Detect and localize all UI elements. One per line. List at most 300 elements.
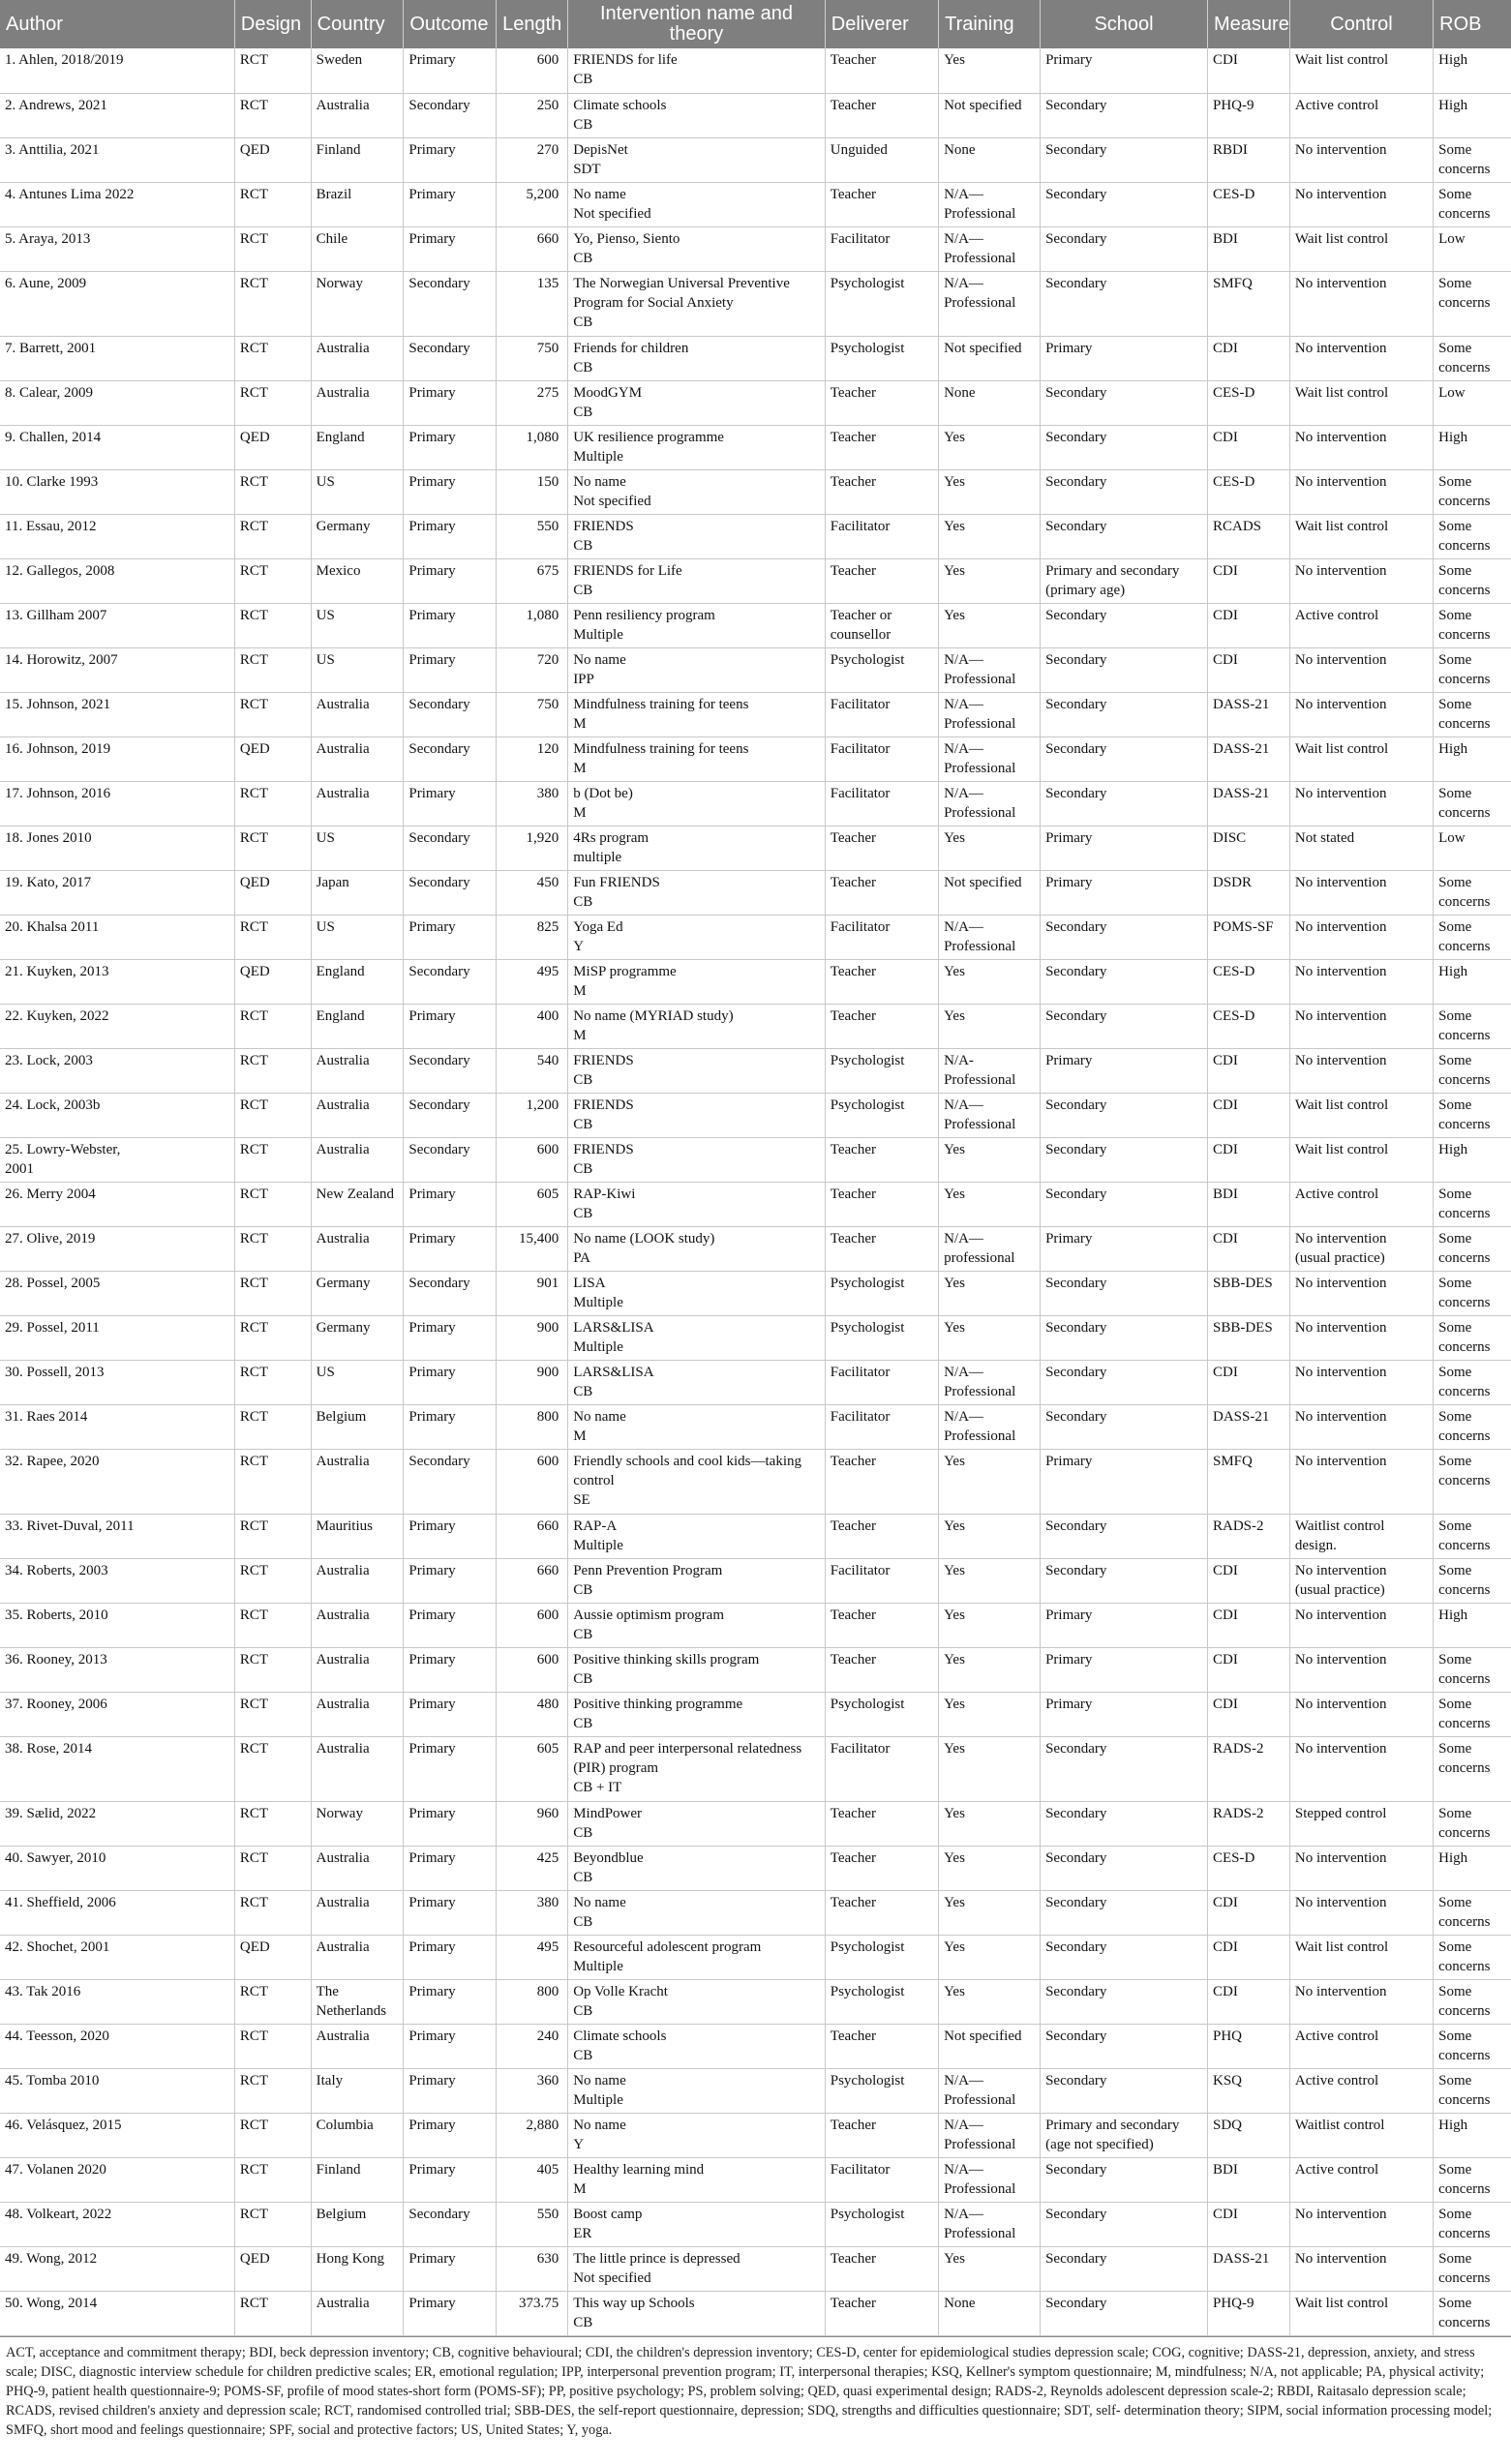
cell-training: None: [939, 137, 1041, 182]
cell-deliverer: Facilitator: [825, 2157, 938, 2202]
cell-training: Yes: [939, 1890, 1041, 1935]
table-row: [0, 959, 1511, 1004]
cell-control: No intervention: [1289, 1048, 1433, 1093]
cell-measure: CES-D: [1208, 182, 1290, 226]
cell-intervention: Climate schools CB: [568, 2024, 826, 2068]
cell-design: RCT: [234, 469, 311, 514]
cell-measure: CES-D: [1208, 1004, 1290, 1048]
cell-measure: CDI: [1208, 336, 1290, 380]
cell-country: Australia: [311, 1692, 404, 1736]
cell-control: No intervention: [1289, 1449, 1433, 1514]
table-row: [0, 736, 1511, 781]
cell-rob: Some concerns: [1434, 2024, 1511, 2068]
cell-control: No intervention: [1289, 1890, 1433, 1935]
cell-measure: RADS-2: [1208, 1736, 1290, 1801]
table-row: [0, 1048, 1511, 1093]
cell-author: 50. Wong, 2014: [0, 2291, 234, 2335]
cell-measure: DASS-21: [1208, 736, 1290, 781]
cell-rob: Some concerns: [1434, 870, 1511, 915]
cell-control: No intervention: [1289, 959, 1433, 1004]
cell-training: Not specified: [939, 93, 1041, 137]
cell-training: Yes: [939, 1137, 1041, 1182]
cell-rob: Some concerns: [1434, 781, 1511, 826]
cell-school: Secondary: [1041, 1890, 1208, 1935]
cell-author: 28. Possel, 2005: [0, 1271, 234, 1315]
cell-deliverer: Unguided: [825, 137, 938, 182]
cell-intervention: Beyondblue CB: [568, 1846, 826, 1890]
cell-length: 15,400: [497, 1226, 568, 1271]
cell-outcome: Primary: [404, 1558, 497, 1603]
cell-control: No intervention: [1289, 137, 1433, 182]
cell-country: Finland: [311, 137, 404, 182]
cell-design: RCT: [234, 2157, 311, 2202]
cell-author: 43. Tak 2016: [0, 1979, 234, 2024]
cell-country: Australia: [311, 1137, 404, 1182]
cell-control: Stepped control: [1289, 1801, 1433, 1846]
cell-design: RCT: [234, 647, 311, 692]
cell-deliverer: Teacher: [825, 1801, 938, 1846]
cell-school: Secondary: [1041, 2202, 1208, 2246]
cell-deliverer: Teacher: [825, 1137, 938, 1182]
cell-country: New Zealand: [311, 1182, 404, 1226]
cell-length: 275: [497, 380, 568, 425]
cell-deliverer: Psychologist: [825, 2202, 938, 2246]
cell-rob: Some concerns: [1434, 1360, 1511, 1404]
cell-length: 901: [497, 1271, 568, 1315]
cell-intervention: FRIENDS CB: [568, 1093, 826, 1137]
cell-intervention: The little prince is depressed Not specified: [568, 2246, 826, 2291]
cell-design: RCT: [234, 1093, 311, 1137]
cell-intervention: RAP and peer interpersonal relatedness (PIR) program CB + IT: [568, 1736, 826, 1801]
cell-school: Secondary: [1041, 1137, 1208, 1182]
cell-measure: KSQ: [1208, 2068, 1290, 2113]
column-header-training: Training: [939, 0, 1041, 48]
cell-outcome: Primary: [404, 425, 497, 469]
cell-rob: Some concerns: [1434, 1558, 1511, 1603]
cell-training: N/A— Professional: [939, 781, 1041, 826]
cell-intervention: LISA Multiple: [568, 1271, 826, 1315]
cell-intervention: Friendly schools and cool kids—taking control SE: [568, 1449, 826, 1514]
cell-length: 150: [497, 469, 568, 514]
cell-intervention: UK resilience programme Multiple: [568, 425, 826, 469]
table-row: [0, 2246, 1511, 2291]
column-header-design: Design: [234, 0, 311, 48]
cell-design: RCT: [234, 1647, 311, 1692]
cell-intervention: No name Multiple: [568, 2068, 826, 2113]
table-row: [0, 2024, 1511, 2068]
cell-country: Australia: [311, 1603, 404, 1647]
cell-length: 825: [497, 915, 568, 959]
cell-country: US: [311, 915, 404, 959]
cell-control: No intervention: [1289, 1315, 1433, 1360]
cell-control: Wait list control: [1289, 48, 1433, 93]
cell-design: RCT: [234, 781, 311, 826]
cell-length: 5,200: [497, 182, 568, 226]
cell-design: RCT: [234, 2291, 311, 2335]
cell-measure: CDI: [1208, 1093, 1290, 1137]
cell-design: RCT: [234, 93, 311, 137]
cell-design: RCT: [234, 826, 311, 870]
cell-school: Secondary: [1041, 2291, 1208, 2335]
cell-outcome: Secondary: [404, 1093, 497, 1137]
cell-rob: High: [1434, 959, 1511, 1004]
cell-training: Yes: [939, 959, 1041, 1004]
table-row: [0, 647, 1511, 692]
cell-design: RCT: [234, 2113, 311, 2157]
cell-rob: Some concerns: [1434, 915, 1511, 959]
cell-deliverer: Psychologist: [825, 1692, 938, 1736]
cell-author: 8. Calear, 2009: [0, 380, 234, 425]
table-row: [0, 1514, 1511, 1558]
cell-country: US: [311, 1360, 404, 1404]
cell-author: 23. Lock, 2003: [0, 1048, 234, 1093]
cell-training: Yes: [939, 558, 1041, 603]
cell-outcome: Primary: [404, 2291, 497, 2335]
cell-outcome: Primary: [404, 1404, 497, 1449]
cell-control: Wait list control: [1289, 1137, 1433, 1182]
cell-deliverer: Facilitator: [825, 781, 938, 826]
cell-school: Primary: [1041, 336, 1208, 380]
table-row: [0, 336, 1511, 380]
cell-intervention: MindPower CB: [568, 1801, 826, 1846]
table-row: [0, 1846, 1511, 1890]
cell-intervention: Op Volle Kracht CB: [568, 1979, 826, 2024]
cell-outcome: Secondary: [404, 736, 497, 781]
cell-intervention: Aussie optimism program CB: [568, 1603, 826, 1647]
cell-school: Secondary: [1041, 1736, 1208, 1801]
cell-training: None: [939, 2291, 1041, 2335]
cell-training: N/A— Professional: [939, 1093, 1041, 1137]
cell-school: Secondary: [1041, 1801, 1208, 1846]
cell-intervention: Resourceful adolescent program Multiple: [568, 1935, 826, 1979]
cell-rob: High: [1434, 1137, 1511, 1182]
cell-design: QED: [234, 2246, 311, 2291]
table-row: [0, 2202, 1511, 2246]
cell-control: No intervention: [1289, 1603, 1433, 1647]
cell-intervention: FRIENDS CB: [568, 514, 826, 558]
cell-control: No intervention: [1289, 469, 1433, 514]
column-header-outcome: Outcome: [404, 0, 497, 48]
cell-control: No intervention: [1289, 182, 1433, 226]
cell-school: Secondary: [1041, 2068, 1208, 2113]
cell-outcome: Primary: [404, 1182, 497, 1226]
cell-design: RCT: [234, 603, 311, 647]
cell-training: N/A— Professional: [939, 2202, 1041, 2246]
cell-outcome: Primary: [404, 1890, 497, 1935]
cell-rob: Some concerns: [1434, 1315, 1511, 1360]
cell-country: Germany: [311, 1271, 404, 1315]
cell-rob: Low: [1434, 826, 1511, 870]
cell-control: No intervention: [1289, 870, 1433, 915]
table-row: [0, 2068, 1511, 2113]
cell-design: RCT: [234, 1890, 311, 1935]
table-row: [0, 1736, 1511, 1801]
cell-control: No intervention: [1289, 1404, 1433, 1449]
cell-deliverer: Psychologist: [825, 336, 938, 380]
cell-rob: Some concerns: [1434, 1890, 1511, 1935]
cell-deliverer: Teacher: [825, 48, 938, 93]
cell-rob: Some concerns: [1434, 647, 1511, 692]
cell-intervention: Mindfulness training for teens M: [568, 692, 826, 736]
cell-control: No intervention (usual practice): [1289, 1226, 1433, 1271]
cell-length: 2,880: [497, 2113, 568, 2157]
cell-training: Yes: [939, 1647, 1041, 1692]
cell-measure: SMFQ: [1208, 271, 1290, 336]
table-row: [0, 1226, 1511, 1271]
cell-outcome: Secondary: [404, 1048, 497, 1093]
cell-design: RCT: [234, 514, 311, 558]
cell-intervention: Yoga Ed Y: [568, 915, 826, 959]
table-row: [0, 1692, 1511, 1736]
cell-author: 47. Volanen 2020: [0, 2157, 234, 2202]
cell-design: RCT: [234, 1048, 311, 1093]
cell-control: No intervention: [1289, 781, 1433, 826]
cell-rob: High: [1434, 48, 1511, 93]
cell-control: No intervention: [1289, 1360, 1433, 1404]
cell-training: N/A— Professional: [939, 647, 1041, 692]
cell-country: Belgium: [311, 2202, 404, 2246]
cell-outcome: Secondary: [404, 959, 497, 1004]
cell-training: Yes: [939, 1514, 1041, 1558]
cell-length: 630: [497, 2246, 568, 2291]
cell-author: 17. Johnson, 2016: [0, 781, 234, 826]
cell-school: Secondary: [1041, 137, 1208, 182]
cell-length: 1,200: [497, 1093, 568, 1137]
cell-country: Mexico: [311, 558, 404, 603]
cell-training: Yes: [939, 1271, 1041, 1315]
cell-length: 1,920: [497, 826, 568, 870]
cell-deliverer: Teacher: [825, 1890, 938, 1935]
cell-measure: SMFQ: [1208, 1449, 1290, 1514]
cell-intervention: 4Rs program multiple: [568, 826, 826, 870]
cell-control: Wait list control: [1289, 736, 1433, 781]
table-row: [0, 915, 1511, 959]
table-row: [0, 1979, 1511, 2024]
cell-measure: PHQ-9: [1208, 93, 1290, 137]
table-row: [0, 1137, 1511, 1182]
cell-school: Primary and secondary (primary age): [1041, 558, 1208, 603]
cell-author: 14. Horowitz, 2007: [0, 647, 234, 692]
cell-control: No intervention: [1289, 1736, 1433, 1801]
cell-country: The Netherlands: [311, 1979, 404, 2024]
cell-training: Yes: [939, 425, 1041, 469]
table-row: [0, 2291, 1511, 2335]
cell-author: 18. Jones 2010: [0, 826, 234, 870]
cell-control: No intervention: [1289, 2202, 1433, 2246]
cell-deliverer: Facilitator: [825, 514, 938, 558]
cell-measure: BDI: [1208, 1182, 1290, 1226]
cell-measure: CDI: [1208, 1226, 1290, 1271]
cell-deliverer: Teacher or counsellor: [825, 603, 938, 647]
table-row: [0, 48, 1511, 93]
cell-measure: RCADS: [1208, 514, 1290, 558]
cell-measure: CDI: [1208, 1558, 1290, 1603]
table-row: [0, 1271, 1511, 1315]
cell-country: England: [311, 959, 404, 1004]
cell-measure: PHQ-9: [1208, 2291, 1290, 2335]
cell-country: Japan: [311, 870, 404, 915]
cell-author: 11. Essau, 2012: [0, 514, 234, 558]
cell-outcome: Secondary: [404, 2202, 497, 2246]
cell-country: Italy: [311, 2068, 404, 2113]
cell-length: 425: [497, 1846, 568, 1890]
cell-measure: PHQ: [1208, 2024, 1290, 2068]
cell-outcome: Primary: [404, 2113, 497, 2157]
cell-length: 550: [497, 514, 568, 558]
cell-deliverer: Teacher: [825, 425, 938, 469]
cell-author: 44. Teesson, 2020: [0, 2024, 234, 2068]
cell-intervention: DepisNet SDT: [568, 137, 826, 182]
table-row: [0, 1449, 1511, 1514]
cell-deliverer: Teacher: [825, 870, 938, 915]
cell-outcome: Primary: [404, 2024, 497, 2068]
cell-country: England: [311, 425, 404, 469]
cell-deliverer: Teacher: [825, 1004, 938, 1048]
cell-outcome: Primary: [404, 1360, 497, 1404]
cell-intervention: FRIENDS for life CB: [568, 48, 826, 93]
cell-author: 12. Gallegos, 2008: [0, 558, 234, 603]
cell-deliverer: Psychologist: [825, 1048, 938, 1093]
cell-outcome: Secondary: [404, 93, 497, 137]
cell-school: Secondary: [1041, 1514, 1208, 1558]
table-row: [0, 603, 1511, 647]
cell-design: QED: [234, 425, 311, 469]
cell-outcome: Secondary: [404, 336, 497, 380]
cell-school: Secondary: [1041, 1271, 1208, 1315]
cell-intervention: No name IPP: [568, 647, 826, 692]
cell-author: 19. Kato, 2017: [0, 870, 234, 915]
table-row: [0, 137, 1511, 182]
cell-author: 26. Merry 2004: [0, 1182, 234, 1226]
cell-school: Secondary: [1041, 2024, 1208, 2068]
cell-length: 405: [497, 2157, 568, 2202]
cell-length: 380: [497, 781, 568, 826]
cell-training: N/A— Professional: [939, 1404, 1041, 1449]
cell-measure: DSDR: [1208, 870, 1290, 915]
cell-length: 605: [497, 1736, 568, 1801]
cell-deliverer: Psychologist: [825, 1093, 938, 1137]
cell-country: Australia: [311, 781, 404, 826]
cell-intervention: No name M: [568, 1404, 826, 1449]
cell-length: 900: [497, 1360, 568, 1404]
cell-country: Australia: [311, 1558, 404, 1603]
cell-training: N/A— Professional: [939, 226, 1041, 271]
cell-country: Brazil: [311, 182, 404, 226]
cell-deliverer: Teacher: [825, 1449, 938, 1514]
cell-rob: High: [1434, 1846, 1511, 1890]
cell-rob: Some concerns: [1434, 2068, 1511, 2113]
cell-design: RCT: [234, 2202, 311, 2246]
cell-measure: CDI: [1208, 1692, 1290, 1736]
table-row: [0, 558, 1511, 603]
cell-control: Waitlist control: [1289, 2113, 1433, 2157]
cell-school: Secondary: [1041, 692, 1208, 736]
cell-school: Secondary: [1041, 514, 1208, 558]
cell-school: Secondary: [1041, 469, 1208, 514]
cell-deliverer: Teacher: [825, 1514, 938, 1558]
cell-intervention: Mindfulness training for teens M: [568, 736, 826, 781]
cell-school: Secondary: [1041, 1315, 1208, 1360]
cell-outcome: Primary: [404, 915, 497, 959]
cell-deliverer: Psychologist: [825, 1979, 938, 2024]
cell-outcome: Primary: [404, 1692, 497, 1736]
cell-control: Active control: [1289, 2157, 1433, 2202]
cell-length: 600: [497, 1137, 568, 1182]
cell-outcome: Primary: [404, 469, 497, 514]
cell-length: 480: [497, 1692, 568, 1736]
cell-measure: DASS-21: [1208, 1404, 1290, 1449]
cell-author: 5. Araya, 2013: [0, 226, 234, 271]
cell-measure: DASS-21: [1208, 2246, 1290, 2291]
table-row: [0, 425, 1511, 469]
cell-country: Finland: [311, 2157, 404, 2202]
cell-rob: Some concerns: [1434, 514, 1511, 558]
cell-school: Primary: [1041, 1603, 1208, 1647]
cell-author: 46. Velásquez, 2015: [0, 2113, 234, 2157]
cell-training: Yes: [939, 2246, 1041, 2291]
cell-training: Yes: [939, 1004, 1041, 1048]
cell-intervention: RAP-Kiwi CB: [568, 1182, 826, 1226]
cell-control: No intervention: [1289, 1271, 1433, 1315]
cell-deliverer: Facilitator: [825, 1736, 938, 1801]
cell-school: Secondary: [1041, 1404, 1208, 1449]
cell-country: Australia: [311, 336, 404, 380]
cell-outcome: Primary: [404, 1846, 497, 1890]
cell-measure: CES-D: [1208, 380, 1290, 425]
cell-training: N/A— Professional: [939, 2113, 1041, 2157]
cell-measure: DASS-21: [1208, 781, 1290, 826]
table-row: [0, 1315, 1511, 1360]
cell-country: Australia: [311, 1647, 404, 1692]
cell-control: Wait list control: [1289, 1093, 1433, 1137]
cell-author: 27. Olive, 2019: [0, 1226, 234, 1271]
cell-intervention: Fun FRIENDS CB: [568, 870, 826, 915]
cell-design: RCT: [234, 1404, 311, 1449]
cell-intervention: LARS&LISA CB: [568, 1360, 826, 1404]
cell-rob: Low: [1434, 226, 1511, 271]
cell-intervention: Yo, Pienso, Siento CB: [568, 226, 826, 271]
cell-intervention: This way up Schools CB: [568, 2291, 826, 2335]
cell-design: RCT: [234, 1271, 311, 1315]
column-header-deliverer: Deliverer: [825, 0, 938, 48]
cell-deliverer: Teacher: [825, 2291, 938, 2335]
cell-measure: CDI: [1208, 1647, 1290, 1692]
cell-length: 605: [497, 1182, 568, 1226]
cell-school: Secondary: [1041, 425, 1208, 469]
cell-measure: CDI: [1208, 1979, 1290, 2024]
cell-control: No intervention: [1289, 1846, 1433, 1890]
cell-author: 2. Andrews, 2021: [0, 93, 234, 137]
column-header-country: Country: [311, 0, 404, 48]
cell-intervention: RAP-A Multiple: [568, 1514, 826, 1558]
cell-school: Primary: [1041, 1226, 1208, 1271]
table-row: [0, 182, 1511, 226]
table-row: [0, 870, 1511, 915]
cell-deliverer: Psychologist: [825, 271, 938, 336]
cell-deliverer: Facilitator: [825, 736, 938, 781]
cell-rob: Some concerns: [1434, 469, 1511, 514]
table-row: [0, 1093, 1511, 1137]
cell-deliverer: Teacher: [825, 1647, 938, 1692]
cell-outcome: Primary: [404, 1647, 497, 1692]
column-header-rob: ROB: [1434, 0, 1511, 48]
cell-deliverer: Psychologist: [825, 2068, 938, 2113]
cell-design: RCT: [234, 1514, 311, 1558]
cell-intervention: MiSP programme M: [568, 959, 826, 1004]
cell-design: RCT: [234, 1801, 311, 1846]
cell-training: Yes: [939, 1846, 1041, 1890]
cell-length: 495: [497, 1935, 568, 1979]
